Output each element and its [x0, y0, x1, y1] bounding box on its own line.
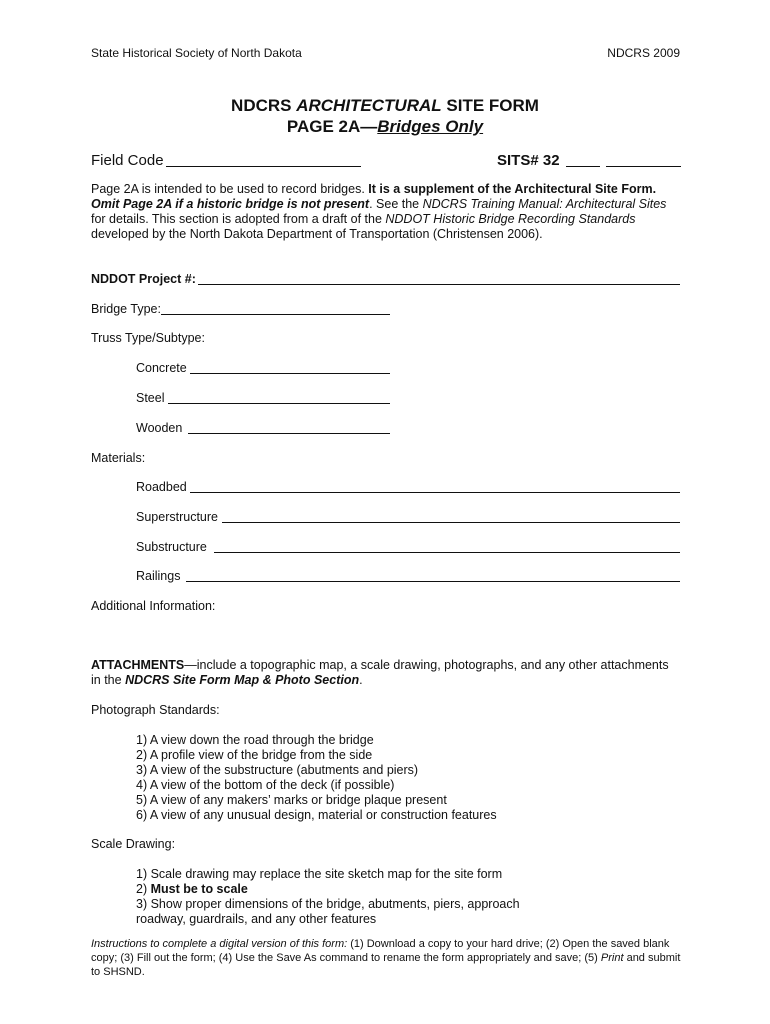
concrete-input[interactable]: [190, 373, 390, 374]
photo-standards-list: [136, 733, 676, 823]
photo-standards-heading: Photograph Standards:: [91, 703, 220, 717]
list-item: 5) A view of any makers’ marks or bridge plaque present: [136, 793, 447, 807]
superstructure-label: Superstructure: [136, 510, 218, 524]
scale-drawing-list: [136, 867, 676, 927]
header-code: NDCRS 2009: [607, 46, 680, 60]
list-item: 1) A view down the road through the bridge: [136, 733, 374, 747]
title-part: ARCHITECTURAL: [296, 96, 442, 115]
intro-bold: It is a supplement of the Architectural Site Form.: [368, 182, 657, 196]
additional-info-label: Additional Information:: [91, 599, 216, 613]
railings-input[interactable]: [186, 581, 680, 582]
list-item: 3) A view of the substructure (abutments and piers): [136, 763, 419, 777]
railings-label: Railings: [136, 569, 181, 583]
truss-label: Truss Type/Subtype:: [91, 331, 205, 345]
list-item-continued: roadway, guardrails, and any other features: [136, 912, 377, 926]
bridge-type-input[interactable]: [161, 314, 390, 315]
footer-text: (1) Download a copy to your hard drive; (2) Open the saved blank copy; (3) Fill out the form; (4) Use the Save As command to rename the form appropriately and save; (5): [91, 938, 670, 964]
page-subtitle: [0, 117, 770, 137]
list-item: 3) Show proper dimensions of the bridge, abutments, piers, approach: [136, 897, 520, 911]
footer-italic: Print: [600, 952, 624, 964]
roadbed-input[interactable]: [190, 492, 680, 493]
bridge-type-label: Bridge Type:: [91, 302, 161, 316]
list-item: 2) A profile view of the bridge from the side: [136, 748, 373, 762]
attachments-text: —include a topographic map, a scale drawing, photographs, and any other attachments in the: [91, 658, 669, 687]
concrete-label: Concrete: [136, 361, 187, 375]
subtitle-part: Bridges Only: [377, 117, 484, 136]
list-item: 6) A view of any unusual design, material or construction features: [136, 808, 497, 822]
attachments-section-name: NDCRS Site Form Map & Photo Section: [125, 673, 360, 687]
subtitle-part: PAGE 2A—: [286, 117, 378, 136]
intro-text: . See the: [369, 197, 423, 211]
header-org: State Historical Society of North Dakota: [91, 46, 302, 60]
wooden-label: Wooden: [136, 421, 183, 435]
title-part: SITE FORM: [441, 96, 539, 115]
sits-input-a[interactable]: [566, 166, 600, 167]
sits-input-b[interactable]: [606, 166, 681, 167]
intro-italic: NDDOT Historic Bridge Recording Standards: [385, 212, 636, 226]
intro-italic: NDCRS Training Manual: Architectural Sites: [422, 197, 667, 211]
intro-text: Page 2A is intended to be used to record bridges.: [91, 182, 369, 196]
sits-label: SITS# 32: [497, 152, 560, 169]
roadbed-label: Roadbed: [136, 480, 187, 494]
substructure-input[interactable]: [214, 552, 680, 553]
wooden-input[interactable]: [188, 433, 390, 434]
list-item: 4) A view of the bottom of the deck (if possible): [136, 778, 395, 792]
project-label: NDDOT Project #:: [91, 272, 196, 286]
intro-text: for details. This section is adopted from a draft of the: [91, 212, 386, 226]
item-bold-text: Must be to scale: [150, 882, 248, 896]
list-item: 1) Scale drawing may replace the site sketch map for the site form: [136, 867, 503, 881]
scale-drawing-heading: Scale Drawing:: [91, 837, 176, 851]
steel-input[interactable]: [168, 403, 390, 404]
attachments-label: ATTACHMENTS: [91, 658, 185, 672]
project-input[interactable]: [198, 284, 680, 285]
superstructure-input[interactable]: [222, 522, 680, 523]
steel-label: Steel: [136, 391, 165, 405]
materials-label: Materials:: [91, 451, 146, 465]
footer-text: and submit to SHSND.: [91, 952, 681, 978]
attachments-paragraph: [91, 658, 681, 688]
list-item: [136, 882, 676, 897]
item-number: 2): [136, 882, 151, 896]
field-code-input[interactable]: [166, 166, 361, 167]
substructure-label: Substructure: [136, 540, 207, 554]
footer-italic: Instructions to complete a digital version of this form:: [91, 938, 348, 950]
attachments-text: .: [359, 673, 363, 687]
intro-bold-italic: Omit Page 2A if a historic bridge is not present: [91, 197, 370, 211]
title-part: NDCRS: [231, 96, 297, 115]
page-title: [0, 96, 770, 116]
field-code-label: Field Code: [91, 152, 164, 169]
intro-text: developed by the North Dakota Department of Transportation (Christensen 2006).: [91, 227, 543, 241]
footer-instructions: [91, 937, 681, 979]
intro-paragraph: [91, 182, 681, 242]
